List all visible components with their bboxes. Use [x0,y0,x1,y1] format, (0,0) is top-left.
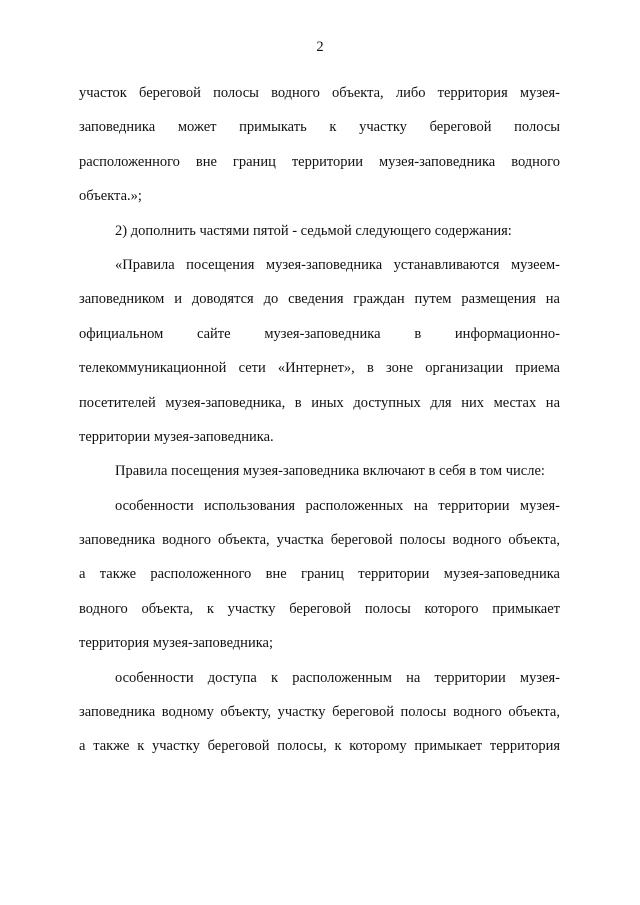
text-line: водного объекта, к участку береговой полосы которого примыкает [79,600,560,617]
paragraph [79,214,560,248]
text-line: территория музея-заповедника; [79,635,273,652]
text-line: а также расположенного вне границ территории музея-заповедника [79,566,560,583]
paragraph [79,248,560,454]
text-line: посетителей музея-заповедника, в иных доступных для них местах на [79,394,560,411]
paragraph [79,661,560,764]
text-line: Правила посещения музея-заповедника включают в себя в том числе: [115,463,545,480]
text-line: заповедником и доводятся до сведения граждан путем размещения на [79,291,560,308]
text-line: расположенного вне границ территории музея-заповедника водного [79,153,560,170]
text-line: заповедника водного объекта, участка береговой полосы водного объекта, [79,532,560,549]
text-line: территории музея-заповедника. [79,428,274,445]
text-line: заповедника водному объекту, участку береговой полосы водного объекта, [79,704,560,721]
document-body [79,76,560,764]
text-line: официальном сайте музея-заповедника в информационно- [79,325,560,342]
paragraph [79,454,560,488]
text-line: особенности использования расположенных на территории музея- [115,497,560,514]
text-line: 2) дополнить частями пятой - седьмой следующего содержания: [115,222,512,239]
text-line: «Правила посещения музея-заповедника устанавливаются музеем- [115,256,560,273]
text-line: а также к участку береговой полосы, к которому примыкает территория [79,738,560,755]
text-line: объекта.»; [79,188,142,205]
text-line: участок береговой полосы водного объекта, либо территория музея- [79,85,560,101]
page-number: 2 [316,39,324,55]
text-line: заповедника может примыкать к участку береговой полосы [79,119,560,136]
text-line: телекоммуникационной сети «Интернет», в зоне организации приема [79,360,560,377]
paragraph [79,489,560,661]
paragraph [79,76,560,214]
text-line: особенности доступа к расположенным на территории музея- [115,669,560,686]
